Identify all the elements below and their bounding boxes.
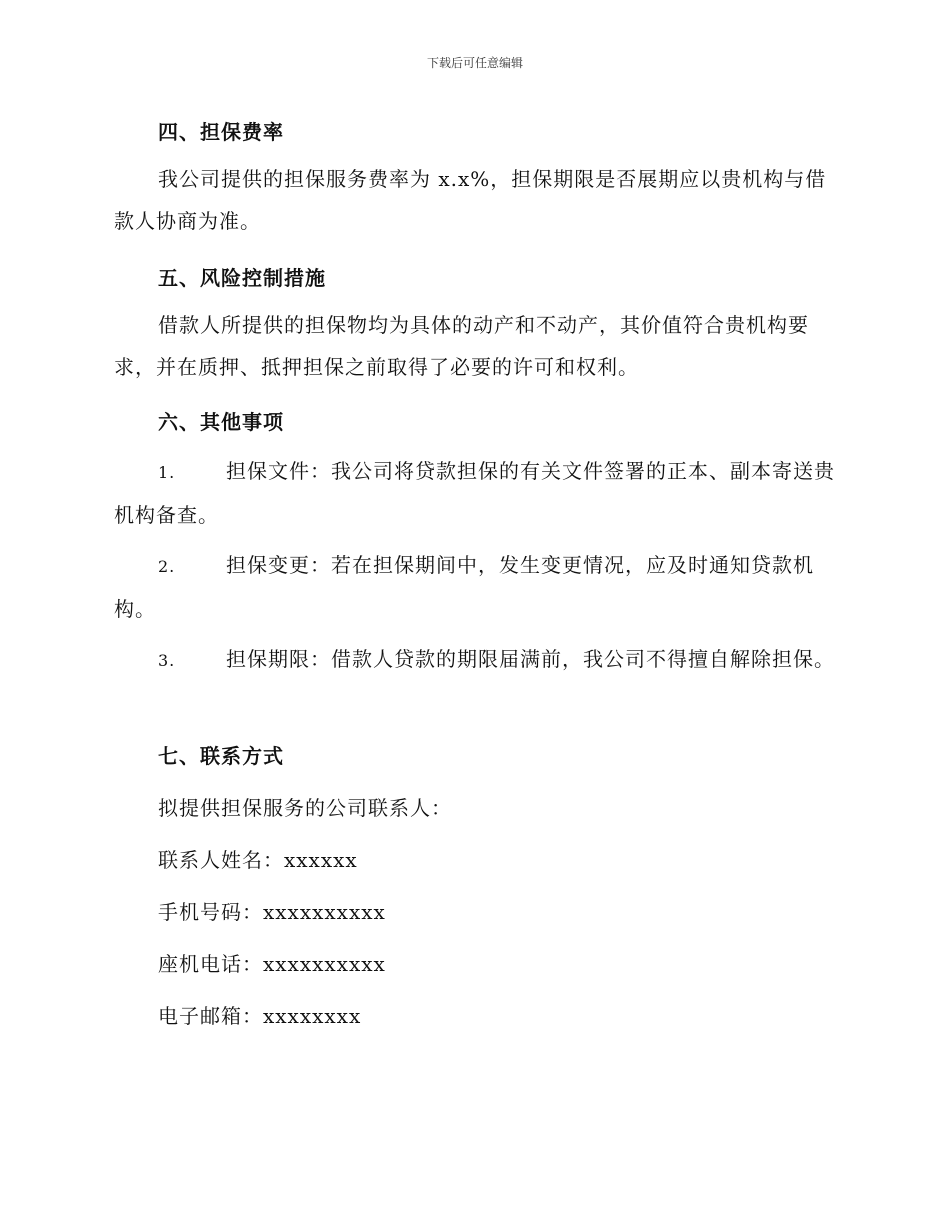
list-item-text: 担保变更：若在担保期间中，发生变更情况，应及时通知贷款机构。 (114, 553, 814, 621)
list-item-number: 3. (158, 651, 176, 670)
section-5-text: 借款人所提供的担保物均为具体的动产和不动产，其价值符合贵机构要求，并在质押、抵押担保之前取得了必要的许可和权利。 (114, 313, 809, 379)
list-item-text: 担保文件：我公司将贷款担保的有关文件签署的正本、副本寄送贵机构备查。 (114, 459, 835, 527)
list-item-number: 1. (158, 463, 176, 482)
list-item (114, 544, 840, 630)
section-6-title: 六、其他事项 (158, 410, 284, 434)
list-item-number: 2. (158, 557, 176, 576)
section-4-text: 我公司提供的担保服务费率为 x.x%，担保期限是否展期应以贵机构与借款人协商为准。 (114, 167, 827, 233)
section-5-title: 五、风险控制措施 (158, 266, 326, 290)
list-item (114, 450, 840, 536)
contact-landline: 座机电话：xxxxxxxxxx (158, 952, 386, 976)
page-header-note: 下载后可任意编辑 (426, 56, 523, 70)
contact-email: 电子邮箱：xxxxxxxx (158, 1004, 362, 1028)
list-item-text: 担保期限：借款人贷款的期限届满前，我公司不得擅自解除担保。 (226, 647, 835, 671)
list-item (114, 638, 840, 682)
contact-name: 联系人姓名：xxxxxx (158, 848, 358, 872)
section-4-title: 四、担保费率 (158, 120, 284, 144)
contact-mobile: 手机号码：xxxxxxxxxx (158, 900, 386, 924)
contact-intro: 拟提供担保服务的公司联系人： (158, 796, 452, 820)
section-7-title: 七、联系方式 (158, 744, 284, 768)
section-5-paragraph (114, 304, 840, 388)
section-4-paragraph (114, 158, 840, 242)
